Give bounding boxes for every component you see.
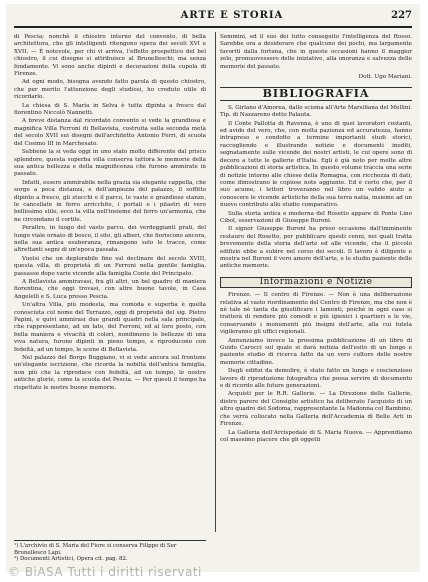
news-paragraph: Annunziamo invece la prossima pubblicazione di un libro di Guido Carocci sul quale si darà notizia dell'esito di un lungo e paziente studio di ricerca fatto da un vero cultore delle nostre memorie cittadine. [220,337,412,366]
page-number: 227 [391,10,412,21]
bibliography-heading: BIBLIOGRAFIA [220,87,412,100]
author-signature: Dott. Ugo Mariani. [358,74,412,81]
bibliography-entry: Sulla storia antica e moderna del Rosetto appare di Ponte Lino Cibol, osservazioni di Giuseppe Buroni. [220,210,412,224]
left-paragraph: Nel palazzo del Borgo Buggiano, vi si vede ancora sul frontone un'elegante iscrizione, che ricorda la nobiltà dell'antica famiglia, non più che la riproduce con fedeltà, ad un tempo, le nostre antiche glorie, come la scuola del Pescia. — Per questi il tempo ha rispettato le nostre buone memorie. [14,355,206,391]
footnote: ²) Documenti Artistici, Opera cit. pag. 82. [14,556,128,563]
bibliography-entry: Il Conte Pallotta di Ravenna, è uno di quei lavoratori costanti, ed avido del vero, che, con molta pazienza ed accuratezza, hanno intrapreso e condotto a termine importanti studi storici, raccogliendo e illustrando notizie e documenti inediti, segnatamente sulle vicende dei nostri artisti, le cui opere sono di decoro a tutte le gallerie d'Italia. Egli è già noto per molte altre pubblicazioni di storia artistica. In questo volume traccia una serie di notizie intorno alle chiese della Romagna, con ricchezza di dati, come dimostrano le copiose note aggiunte. Ed è certo che, per il suo acume, i lettori troveranno nel libro un valido aiuto a conoscere le vicende artistiche della sua terra natia, insieme ad un nuovo contributo allo studio comparativo. [220,120,412,209]
news-paragraph: La Galleria dell'Arcispedale di S. Maria Nuova. — Apprendiamo col massimo piacere che gli oggetti [220,429,412,443]
right-paragraph: Semmini, ed il suo dei tutto conseguito l'intelligenza del Rosso. Sarebbe ora a desiderare che qualcuno dei pochi, ma largamente favoriti dalla fortuna, che in queste occasioni hanno il maggior zelo, promuovessero delle iniziative, alla onoranza e salvezza delle memorie del passato. [220,34,412,70]
left-paragraph: di Pescia; nonchè il chiostro interno del convento, di bella architettura, che gli intelligenti ritengono opera dei secoli XVI e XVII. — È notevole, per chi vi arriva, l'effetto prospettico del bel chiostro, il cui disegno si attribuisce al Brunelleschi; ma senza fondamento. Vi sono anche dipinti e decorazioni della cupola di Firenze. [14,34,206,78]
left-paragraph: Un'altra Villa, più modesta, ma comoda e superba è quella conosciuta col nome del Terrazzo, oggi di proprietà del sig. Pietro Papini, e quivi ammirasi due grandi quadri nella sala principale, che rappresentano, ad un lato, del Ferroni, ed al loro posto, con bella maniera e vivacità di colori, nondimeno le bellezze di una viva natura, furono dipinti in pieno tempo, e riproducono con fedeltà, ad un tempo, le scene di Bellavista. [14,302,206,353]
news-paragraph: Acquisti per le R.R. Gallerie. — La Direzione delle Gallerie, dietro parere del Consiglio artistico ha deliberato l'acquisto di un altro quadro del Sodoma, rappresentante la Madonna col Bambino, che verrà collocato nella Galleria dell'Accademia di Belle Arti in Firenze. [220,391,412,428]
running-title: ARTE E STORIA [180,10,284,21]
column-divider [215,32,216,532]
left-paragraph: A Bellavista ammiravasi, fra gli altri, un bel quadro di maniera fiorentina, che oggi trovasi, con altre buone tavole, in Casa Angelelli e S. Luca presso Pescia. [14,279,206,300]
news-paragraph: Firenze. — Il centro di Firenze. — Non è una deliberazione relativa al vasto riordinamento del Centro di Firenze, ma che non è nè tale nè tanta da giustificare i lamenti, poichè in ogni caso si tratterà di rendere più comodi e più igienici i quartieri e le vie, conservando i monumenti più insigni dell'arte, alla cui tutela vigileranno gli uffici regionali. [220,292,412,336]
copyright-watermark: © BiASA Tutti i diritti riservati [8,565,202,579]
bibliography-entry: Il signor Giuseppe Buroni ha preso occasione dall'imminente restauro del Rosetto, per pubblicare questi cenni, nei quali tratta brevemente della storia dell'arte ed alle vicende, che il piccolo edifizio ebbe a subire nel corso dei secoli. Il lavoro è diligente e mostra nel Buroni il vero amore dell'arte, e lo studio paziente delle antiche memorie. [220,226,412,270]
footnote: ¹) L'archivio di S. Maria del Fiore si conserva Filippo di Ser Brunellesco Lapi. [14,543,177,556]
informazioni-heading: Informazioni e Notizie [220,277,412,288]
right-column [220,34,412,445]
journal-page [6,4,420,572]
left-paragraph: Peraltro, in luogo del vasto parco, dei verdeggianti prati, del lungo viale ornato di bosco, il sito, gli alberi, che fioriscono ancora, nella sua antica esuberanza, rimangono solo le tracce, come altrettanti segni di un'epoca passata. [14,225,206,254]
page-header [14,10,412,28]
left-paragraph: Infatti, essere ammirabile nella grazia sia elegante cappella, che sorge a poca distanza, e dell'ampiezza del palazzo, il soffitto dipinto a fresco, gli stucchi e il parco, le vaste e grandiose stanze, le cancellate in ferro arricchite, i portali e i pilastri di vero bellissimo stile, ecco la villa nell'insieme del ferro un'armonia, che ne circondano il cortile. [14,179,206,223]
footnotes [14,540,206,563]
left-column [14,34,206,393]
bibliography-entry: S. Girlano d'Amorea, dallo scisma all'Arte Marsiliana del Mellini. Tip. di Nazzareno detto Palauta. [220,104,412,119]
left-paragraph: A breve distanza dal ricordato convento si vede la grandiosa e magnifica Villa Ferroni di Bellavista, costruita sulla seconda metà del secolo XVII sui disegni dell'architetto Antonio Ferri, di scuola del Cosimo III in Marchesato. [14,118,206,147]
left-paragraph: Sebbene la si veda oggi in uno stato molto differente dal prisco splendore, questa superba villa conserva tuttora le memorie della sua antica bellezza e della magnificenza che furono ammirate in passato. [14,149,206,178]
left-paragraph: Ad ogni modo, bisogna avendo fatto parola di questo chiostro, che per merito l'attenzione degli studiosi, ho creduto utile di ricordarlo. [14,79,206,101]
news-paragraph: Degli edifizi da demolire, è stato fatto un lungo e coscienzioso lavoro di riproduzione fotografica che possa servire di documento e di ricordo alle future generazioni. [220,368,412,390]
left-paragraph: Vuolsi che un deplorabile fine sul declinare del secolo XVIII, questa villa, di proprietà di un Ferroni nella gentile famiglia, passasse dopo varie vicende alla famiglia Conte del Principato. [14,255,206,277]
left-paragraph: La chiesa di S. Maria in Selva è tutta dipinta a fresco dal fiorentino Niccolò Nannetti. [14,102,206,117]
